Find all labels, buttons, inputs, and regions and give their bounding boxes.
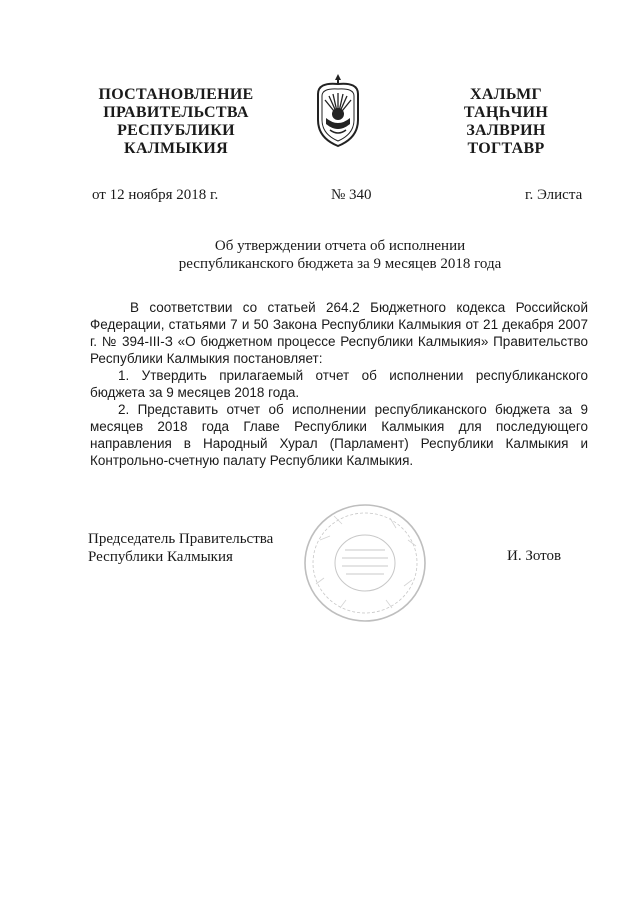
header-kalmyk xyxy=(456,86,556,158)
header-line: РЕСПУБЛИКИ xyxy=(117,122,235,139)
header-line: ХАЛЬМГ xyxy=(469,86,543,103)
header-line: ЗАЛВРИН xyxy=(466,122,546,139)
header-line: ТОГТАВР xyxy=(467,140,545,157)
signatory-title xyxy=(88,530,273,566)
document-number: № 340 xyxy=(331,187,372,203)
title-line: республиканского бюджета за 9 месяцев 2018 года xyxy=(178,256,502,272)
round-seal-icon xyxy=(300,500,430,626)
header-line: ПРАВИТЕЛЬСТВА xyxy=(103,104,249,121)
document-title xyxy=(120,237,560,273)
document-body xyxy=(90,299,588,469)
signatory-title-line: Председатель Правительства xyxy=(88,531,274,547)
header-russian xyxy=(96,86,256,158)
signatory-title-line: Республики Калмыкия xyxy=(88,549,233,565)
title-line: Об утверждении отчета об исполнении xyxy=(214,238,466,254)
header-line: ТАҢҺЧИН xyxy=(463,104,549,121)
header-line: ПОСТАНОВЛЕНИЕ xyxy=(98,86,254,103)
body-item-1: 1. Утвердить прилагаемый отчет об исполнении республиканского бюджета за 9 месяцев 2018 года. xyxy=(90,368,588,400)
coat-of-arms-icon xyxy=(312,72,364,148)
body-intro: В соответствии со статьей 264.2 Бюджетного кодекса Российской Федерации, статьями 7 и 50 Закона Республики Калмыкия от 21 декабря 2007 г. № 394-III-З «О бюджетном процессе Республики Калмыкия» Правительство Республики Калмыкия постановляет: xyxy=(90,300,588,366)
document-date: от 12 ноября 2018 г. xyxy=(92,187,219,203)
signatory-name: И. Зотов xyxy=(507,548,562,564)
body-item-2: 2. Представить отчет об исполнении республиканского бюджета за 9 месяцев 2018 года Главе Республики Калмыкия для последующего направления в Народный Хурал (Парламент) Республики Калмыкия и Контрольно-счетную палату Республики Калмыкия. xyxy=(90,402,588,468)
header-line: КАЛМЫКИЯ xyxy=(124,140,228,157)
document-city: г. Элиста xyxy=(525,187,583,203)
